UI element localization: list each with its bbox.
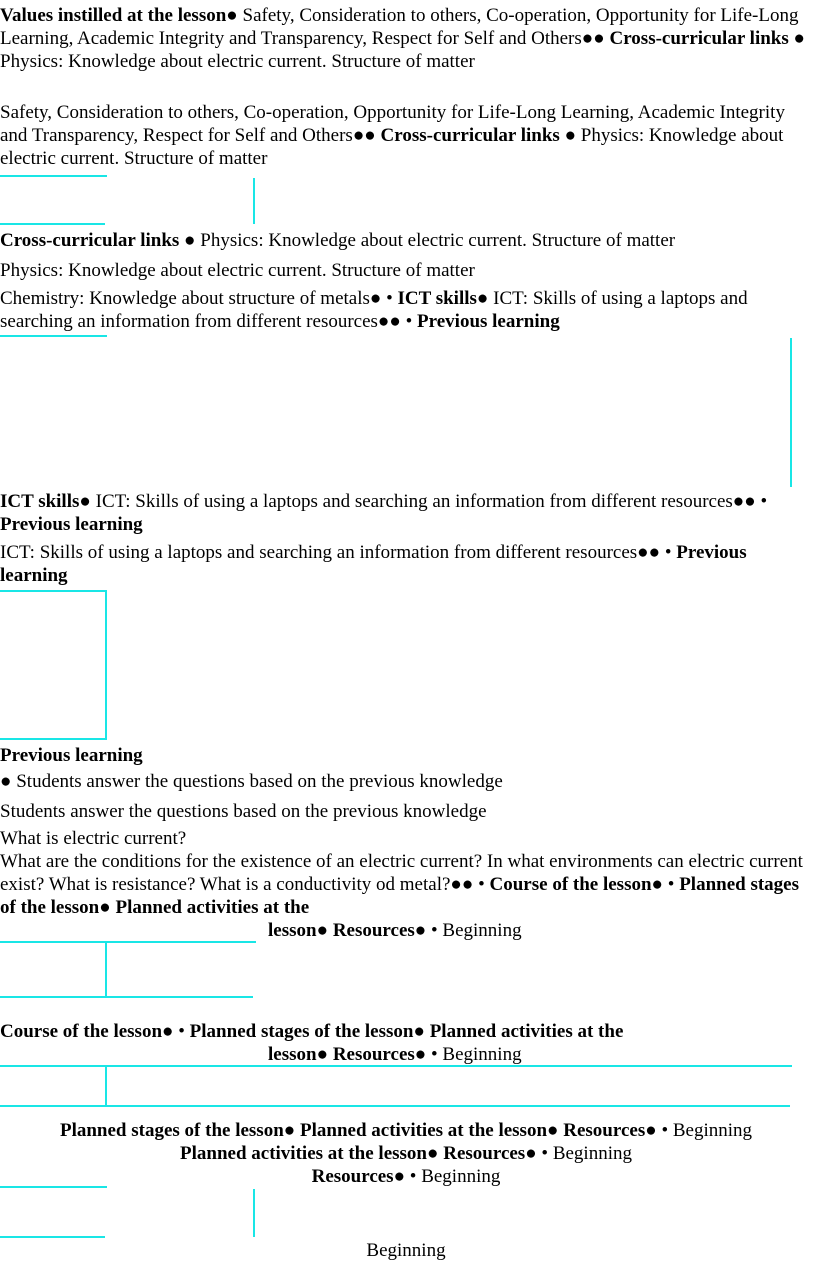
bold-heading-text: Resources xyxy=(332,920,415,941)
body-text: ICT: Skills of using a laptops and searching an information from different resources●● • xyxy=(0,542,677,563)
body-text: ● • xyxy=(162,1021,190,1042)
body-text: ● ICT: Skills of using a laptops and searching an information from different resources●● • xyxy=(0,288,748,332)
text-block xyxy=(0,1165,812,1188)
body-text: ● Physics: Knowledge about electric current. Structure of matter xyxy=(0,28,805,72)
body-text: ● xyxy=(316,920,333,941)
text-block xyxy=(268,1043,808,1066)
text-block xyxy=(0,490,812,536)
table-rule xyxy=(253,1189,255,1237)
text-block xyxy=(0,259,812,282)
table-rule xyxy=(0,1186,107,1188)
text-block xyxy=(0,1119,812,1142)
body-text: ● xyxy=(99,897,116,918)
bold-heading-text: Previous learning xyxy=(0,542,747,586)
body-text: ● Safety, Consideration to others, Co-operation, Opportunity for Life-Long Learning, Academic Integrity and Transparency, Respect for Self and Others●● xyxy=(0,5,799,49)
bold-heading-text: Resources xyxy=(563,1120,646,1141)
table-rule xyxy=(0,1065,792,1067)
body-text: ● Physics: Knowledge about electric current. Structure of matter xyxy=(0,125,784,169)
body-text: ● xyxy=(316,1044,333,1065)
table-rule xyxy=(253,178,255,224)
text-block xyxy=(0,1020,812,1043)
body-text: What is electric current? xyxy=(0,828,187,849)
body-text: ● xyxy=(413,1021,430,1042)
body-text: Students answer the questions based on the previous knowledge xyxy=(0,801,487,822)
text-block xyxy=(0,1239,812,1262)
body-text: ● Students answer the questions based on the previous knowledge xyxy=(0,771,503,792)
body-text: ● • Beginning xyxy=(414,1044,522,1065)
bold-heading-text: Planned activities at the lesson xyxy=(300,1120,548,1141)
body-text: Beginning xyxy=(366,1240,446,1261)
body-text: ● xyxy=(427,1143,444,1164)
table-rule xyxy=(105,1067,107,1106)
table-rule xyxy=(0,223,105,225)
body-text: Safety, Consideration to others, Co-operation, Opportunity for Life-Long Learning, Academic Integrity and Transparency, Respect for Self and Others●● xyxy=(0,102,785,146)
bold-heading-text: Previous learning xyxy=(417,311,560,332)
bold-heading-text: Planned activities at the xyxy=(115,897,310,918)
body-text: ● ICT: Skills of using a laptops and searching an information from different resources●● • xyxy=(79,491,768,512)
text-block xyxy=(0,850,812,919)
text-block xyxy=(0,287,812,333)
table-rule xyxy=(0,738,107,740)
text-block xyxy=(0,827,812,850)
table-rule xyxy=(0,175,107,177)
text-block xyxy=(268,919,808,942)
bold-heading-text: Planned stages of the lesson xyxy=(189,1021,414,1042)
bold-heading-text: Course of the lesson xyxy=(0,1021,163,1042)
bold-heading-text: Previous learning xyxy=(0,514,143,535)
body-text: ● • Beginning xyxy=(525,1143,632,1164)
table-rule xyxy=(105,943,107,997)
bold-heading-text: Planned stages of the lesson xyxy=(0,874,800,918)
text-block xyxy=(0,800,812,823)
text-block xyxy=(0,770,812,793)
table-rule xyxy=(0,996,253,998)
body-text: ● • xyxy=(651,874,680,895)
bold-heading-text: Values instilled at the lesson xyxy=(0,5,227,26)
bold-heading-text: Resources xyxy=(311,1166,394,1187)
bold-heading-text: Planned activities at the xyxy=(429,1021,624,1042)
body-text: ● • Beginning xyxy=(414,920,522,941)
table-rule xyxy=(0,590,107,592)
table-rule xyxy=(0,941,256,943)
text-block xyxy=(0,4,812,73)
bold-heading-text: Course of the lesson xyxy=(489,874,652,895)
body-text: ● xyxy=(283,1120,301,1141)
text-block xyxy=(0,744,812,767)
body-text: What are the conditions for the existence of an electric current? In what environments can electric current exist? What is resistance? What is a conductivity od metal?●● • xyxy=(0,851,803,895)
bold-heading-text: Cross-curricular links xyxy=(380,125,560,146)
bold-heading-text: Resources xyxy=(443,1143,526,1164)
table-rule xyxy=(790,338,792,487)
table-rule xyxy=(105,590,107,740)
text-block xyxy=(0,229,812,252)
bold-heading-text: lesson xyxy=(268,1044,317,1065)
text-block xyxy=(0,101,812,170)
table-rule xyxy=(0,1236,105,1238)
table-rule xyxy=(0,1105,790,1107)
body-text: ● xyxy=(547,1120,564,1141)
bold-heading-text: Previous learning xyxy=(0,745,143,766)
bold-heading-text: Planned activities at the lesson xyxy=(180,1143,427,1164)
bold-heading-text: Cross-curricular links xyxy=(0,230,180,251)
text-block xyxy=(0,1142,812,1165)
body-text: Physics: Knowledge about electric current. Structure of matter xyxy=(0,260,475,281)
table-rule xyxy=(0,335,107,337)
text-block xyxy=(0,541,812,587)
body-text: ● • Beginning xyxy=(645,1120,753,1141)
bold-heading-text: Cross-curricular links xyxy=(609,28,789,49)
body-text: Chemistry: Knowledge about structure of metals● • xyxy=(0,288,398,309)
body-text: ● • Beginning xyxy=(393,1166,501,1187)
bold-heading-text: ICT skills xyxy=(397,288,477,309)
bold-heading-text: Resources xyxy=(332,1044,415,1065)
bold-heading-text: Planned stages of the lesson xyxy=(59,1120,284,1141)
body-text: ● Physics: Knowledge about electric current. Structure of matter xyxy=(179,230,676,251)
bold-heading-text: ICT skills xyxy=(0,491,80,512)
bold-heading-text: lesson xyxy=(268,920,317,941)
